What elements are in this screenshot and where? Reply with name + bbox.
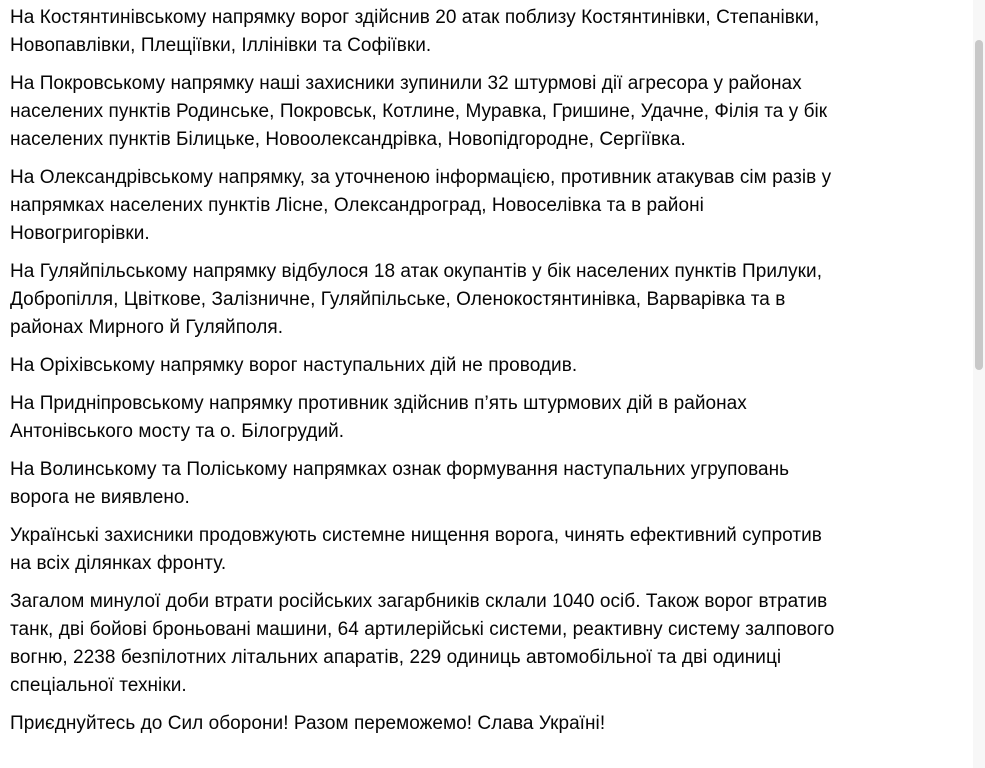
paragraph-kostiantynivka: На Костянтинівському напрямку ворог здійснив 20 атак поблизу Костянтинівки, Степанівки, Новопавлівки, Плещіївки, Іллінівки та Софіївки. bbox=[10, 7, 820, 56]
paragraph-prydniprovskyi: На Придніпровському напрямку противник здійснив п’ять штурмових дій в районах Антонівського мосту та о. Білогрудий. bbox=[10, 393, 747, 442]
paragraph-huliaipole: На Гуляйпільському напрямку відбулося 18 атак окупантів у бік населених пунктів Прилуки, Добропілля, Цвіткове, Залізничне, Гуляйпільське, Оленокостянтинівка, Варварівка та в районах Мирного й Гуляйполя. bbox=[10, 261, 823, 338]
paragraph-defenders: Українські захисники продовжують системне нищення ворога, чинять ефективний супротив на всіх ділянках фронту. bbox=[10, 525, 822, 574]
paragraph-closing: Приєднуйтесь до Сил оборони! Разом переможемо! Слава Україні! bbox=[10, 713, 606, 734]
paragraph-pokrovsk: На Покровському напрямку наші захисники зупинили 32 штурмові дії агресора у районах населених пунктів Родинське, Покровськ, Котлине, Муравка, Гришине, Удачне, Філія та у бік населених пунктів Білицьке, Новоолександрівка, Новопідгородне, Сергіївка. bbox=[10, 73, 828, 150]
scrollbar-thumb[interactable] bbox=[975, 40, 983, 370]
scrollbar[interactable] bbox=[973, 0, 985, 768]
paragraph-volyn-polissia: На Волинському та Поліському напрямках ознак формування наступальних угруповань ворога не виявлено. bbox=[10, 459, 790, 508]
paragraph-oleksandrivka: На Олександрівському напрямку, за уточненою інформацією, противник атакував сім разів у напрямках населених пунктів Лісне, Олександроград, Новоселівка та в районі Новогригорівки. bbox=[10, 167, 832, 244]
post-text bbox=[10, 4, 976, 748]
paragraph-orikhiv: На Оріхівському напрямку ворог наступальних дій не проводив. bbox=[10, 355, 578, 376]
paragraph-losses: Загалом минулої доби втрати російських загарбників склали 1040 осіб. Також ворог втратив танк, дві бойові броньовані машини, 64 артилерійські системи, реактивну систему залпового вогню, 2238 безпілотних літальних апаратів, 229 одиниць автомобільної та дві одиниці спеціальної техніки. bbox=[10, 591, 835, 696]
